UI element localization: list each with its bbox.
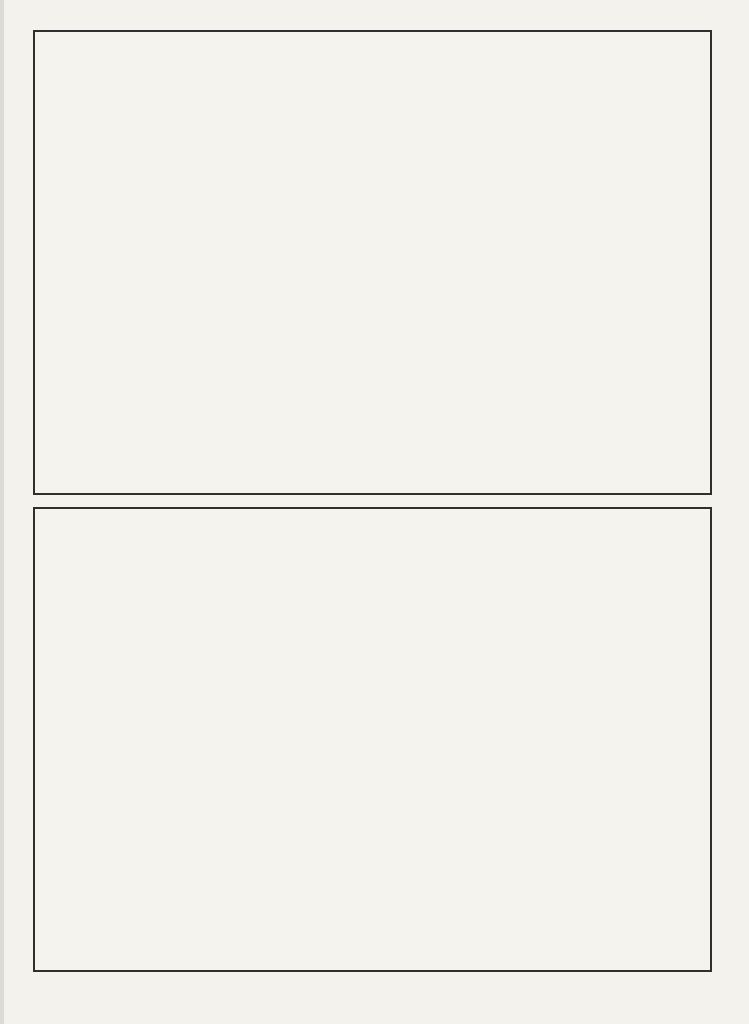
roster-table-bottom <box>33 507 712 972</box>
roster-table-top <box>33 30 712 495</box>
scan-edge-artifact <box>0 0 4 1024</box>
